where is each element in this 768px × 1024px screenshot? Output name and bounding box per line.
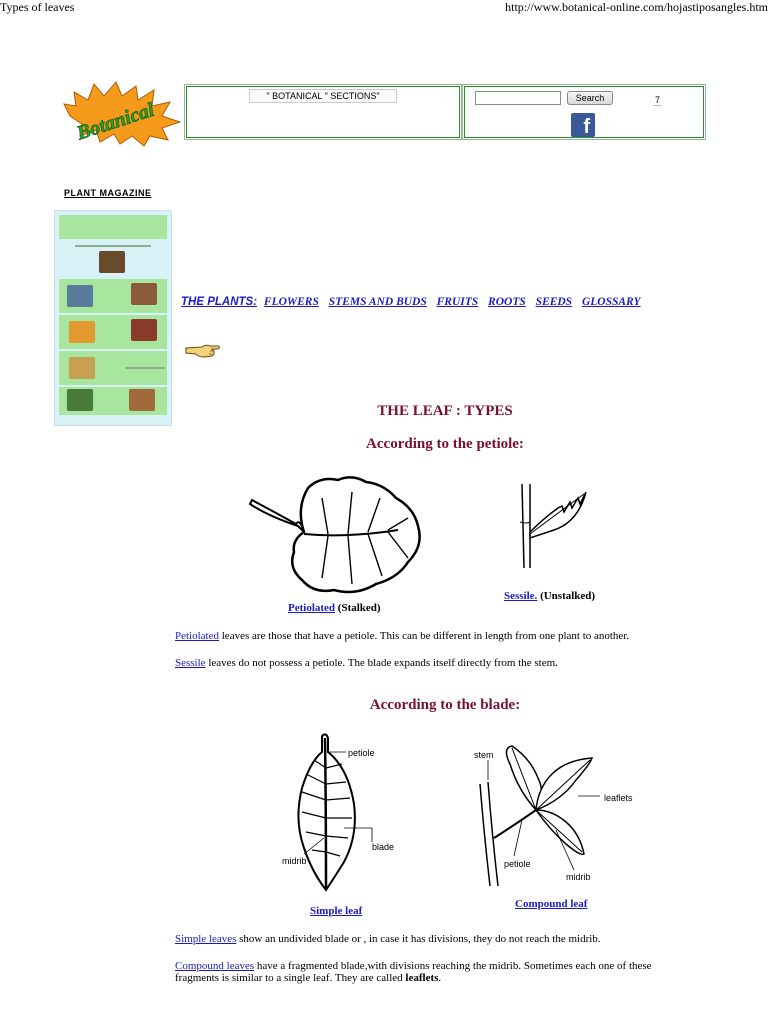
compound-paragraph-link[interactable]: Compound leaves [175,960,255,972]
sessile-caption [504,590,595,602]
simple-leaf-caption [310,905,362,917]
compound-leaf-link[interactable]: Compound leaf [515,898,588,910]
sections-dropdown[interactable]: " BOTANICAL " SECTIONS" [249,89,397,103]
facebook-icon[interactable]: f [571,113,595,137]
petiolated-paragraph-text: leaves are those that have a petiole. This can be different in length from one plant to another. [219,630,630,642]
magazine-text-line [125,367,165,369]
nav-fruits[interactable]: FRUITS [436,296,479,308]
compound-label-stem: stem [474,750,494,760]
search-input[interactable] [475,91,561,105]
simple-label-midrib: midrib [282,856,307,866]
print-title: Types of leaves [0,0,75,14]
search-button[interactable]: Search [567,91,613,105]
plant-magazine-title[interactable]: PLANT MAGAZINE [64,188,152,198]
plants-nav [181,296,648,308]
compound-paragraph-text: have a fragmented blade,with divisions reaching the midrib. Sometimes each one of these fragments is similar to a single leaf. They are called [175,960,652,984]
search-panel [462,84,706,140]
leaflets-term: leaflets [405,972,439,984]
petiolated-leaf-image [248,474,428,598]
sessile-caption-text: (Unstalked) [537,590,596,602]
nav-glossary[interactable]: GLOSSARY [581,296,641,308]
sessile-paragraph-link[interactable]: Sessile [175,657,206,669]
magazine-photo [129,389,155,411]
simple-paragraph [175,933,695,945]
sections-panel [184,84,462,140]
logo-text: Botanical [74,98,157,145]
compound-paragraph-end: . [438,972,442,984]
petiolated-paragraph-link[interactable]: Petiolated [175,630,219,642]
simple-leaf-diagram [272,728,408,896]
compound-label-petiole: petiole [504,859,531,869]
magazine-header-strip [59,215,167,239]
simple-label-blade: blade [372,842,395,852]
compound-label-midrib: midrib [566,872,591,882]
petiolated-paragraph [175,630,695,642]
magazine-photo [69,321,95,343]
pointing-hand-icon [184,342,222,360]
like-count: 7 [655,95,661,105]
petiolated-link[interactable]: Petiolated [288,602,336,614]
magazine-text-line [75,245,151,247]
compound-label-leaflets: leaflets [604,793,633,803]
nav-stems-and-buds[interactable]: STEMS AND BUDS [328,296,427,308]
sessile-paragraph-text: leaves do not possess a petiole. The blade expands itself directly from the stem. [205,657,558,669]
sessile-paragraph [175,657,695,669]
plant-magazine-thumbnail[interactable] [54,210,172,426]
nav-flowers[interactable]: FLOWERS [263,296,319,308]
simple-paragraph-link[interactable]: Simple leaves [175,933,237,945]
page-title: THE LEAF : TYPES [377,403,513,419]
compound-leaf-caption [515,898,587,910]
sessile-leaf-image [514,482,590,570]
petiolated-caption [288,602,381,614]
compound-paragraph [175,960,695,984]
nav-lead[interactable]: THE PLANTS: [181,296,258,308]
simple-leaf-link[interactable]: Simple leaf [310,905,363,917]
simple-paragraph-text: show an undivided blade or , in case it has divisions, they do not reach the midrib. [236,933,601,945]
magazine-photo [131,283,157,305]
nav-roots[interactable]: ROOTS [488,296,526,308]
botanical-logo[interactable] [60,76,184,148]
sessile-link[interactable]: Sessile. [504,590,538,602]
petiole-heading: According to the petiole: [366,436,524,452]
magazine-photo [67,389,93,411]
simple-label-petiole: petiole [348,748,375,758]
compound-leaf-diagram [466,734,642,888]
nav-seeds[interactable]: SEEDS [535,296,573,308]
magazine-photo [67,285,93,307]
blade-heading: According to the blade: [369,697,521,713]
magazine-photo [69,357,95,379]
magazine-photo [99,251,125,273]
petiolated-caption-text: (Stalked) [335,602,381,614]
print-url: http://www.botanical-online.com/hojastiposangles.htm [505,0,768,14]
magazine-photo [131,319,157,341]
